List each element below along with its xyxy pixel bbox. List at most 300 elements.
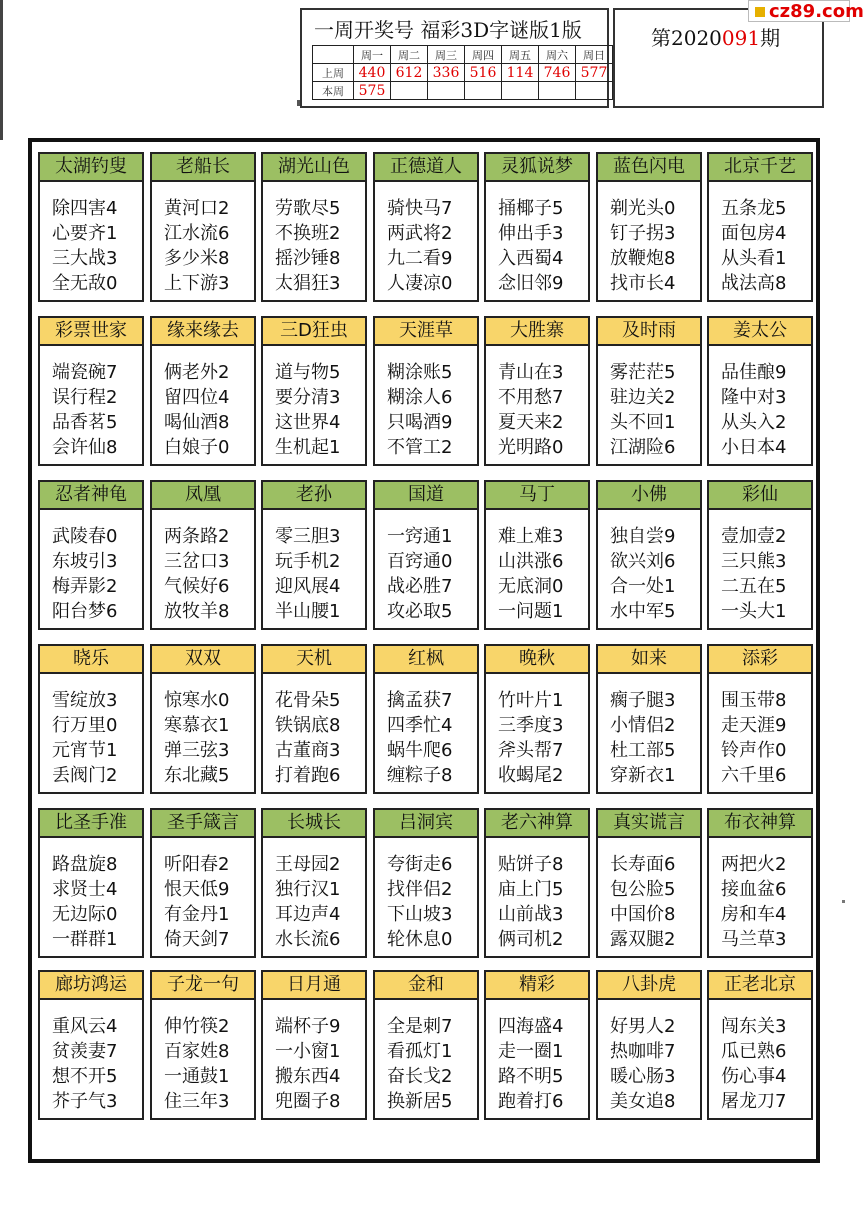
card-author-name: 子龙一句 (150, 970, 256, 1000)
riddle-line: 换新居5 (387, 1091, 453, 1112)
riddle-line: 找市长4 (610, 273, 676, 294)
riddle-line: 古董商3 (275, 740, 341, 761)
riddle-line: 三大战3 (52, 248, 118, 269)
site-logo[interactable] (748, 0, 864, 22)
riddle-card (373, 808, 479, 958)
card-author-name: 精彩 (484, 970, 590, 1000)
riddle-card (261, 970, 367, 1120)
riddle-line: 江水流6 (164, 223, 230, 244)
riddle-line: 长寿面6 (610, 854, 676, 875)
riddle-lines (721, 1014, 786, 1114)
riddle-card (373, 480, 479, 630)
riddle-line: 误行程2 (52, 387, 118, 408)
riddle-line: 一小窗1 (275, 1041, 341, 1062)
issue-prefix: 第2020 (651, 26, 722, 50)
riddle-card (38, 480, 144, 630)
riddle-line: 捅椰子5 (498, 198, 564, 219)
card-author-name: 晚秋 (484, 644, 590, 674)
issue-panel (613, 8, 824, 108)
riddle-card (261, 480, 367, 630)
riddle-card (150, 644, 256, 794)
card-author-name: 正老北京 (707, 970, 813, 1000)
issue-suffix: 期 (760, 26, 781, 50)
riddle-line: 围玉带8 (721, 690, 787, 711)
riddle-line: 太猖狂3 (275, 273, 341, 294)
card-author-name: 马丁 (484, 480, 590, 510)
riddle-lines (164, 196, 229, 296)
riddle-line: 一窍通1 (387, 526, 453, 547)
riddle-card (596, 808, 702, 958)
riddle-line: 难上难3 (498, 526, 564, 547)
riddle-line: 不换班2 (275, 223, 341, 244)
riddle-line: 光明路0 (498, 437, 564, 458)
riddle-line: 半山腰1 (275, 601, 341, 622)
weekday-row (313, 46, 613, 64)
card-author-name: 彩票世家 (38, 316, 144, 346)
riddle-line: 一通鼓1 (164, 1066, 230, 1087)
riddle-card (261, 808, 367, 958)
draw-number: 516 (465, 64, 502, 82)
riddle-lines (275, 360, 340, 460)
riddle-lines (164, 360, 229, 460)
riddle-line: 生机起1 (275, 437, 341, 458)
riddle-card (150, 316, 256, 466)
riddle-line: 三季度3 (498, 715, 564, 736)
riddle-lines (275, 524, 340, 624)
draw-number (539, 82, 576, 100)
riddle-line: 丢阀门2 (52, 765, 118, 786)
riddle-line: 劳歌尽5 (275, 198, 341, 219)
riddle-line: 水中军5 (610, 601, 676, 622)
riddle-line: 花骨朵5 (275, 690, 341, 711)
riddle-line: 三只熊3 (721, 551, 787, 572)
draw-number: 114 (502, 64, 539, 82)
riddle-line: 骑快马7 (387, 198, 453, 219)
riddle-line: 一群群1 (52, 929, 118, 950)
card-author-name: 金和 (373, 970, 479, 1000)
riddle-line: 独自尝9 (610, 526, 676, 547)
riddle-line: 玩手机2 (275, 551, 341, 572)
riddle-line: 要分清3 (275, 387, 341, 408)
card-author-name: 及时雨 (596, 316, 702, 346)
riddle-line: 东北藏5 (164, 765, 230, 786)
draw-number (391, 82, 428, 100)
riddle-line: 全无敌0 (52, 273, 118, 294)
card-author-name: 添彩 (707, 644, 813, 674)
riddle-line: 走天涯9 (721, 715, 787, 736)
draw-number (502, 82, 539, 100)
riddle-line: 惊寒水0 (164, 690, 230, 711)
card-author-name: 灵狐说梦 (484, 152, 590, 182)
card-author-name: 八卦虎 (596, 970, 702, 1000)
card-author-name: 大胜寨 (484, 316, 590, 346)
riddle-line: 两武将2 (387, 223, 453, 244)
card-author-name: 忍者神龟 (38, 480, 144, 510)
riddle-line: 雾茫茫5 (610, 362, 676, 383)
riddle-line: 放鞭炮8 (610, 248, 676, 269)
riddle-line: 一头大1 (721, 601, 787, 622)
riddle-line: 心要齐1 (52, 223, 118, 244)
riddle-line: 武陵春0 (52, 526, 118, 547)
riddle-line: 暖心肠3 (610, 1066, 676, 1087)
weekday-sun: 周日 (576, 46, 613, 64)
riddle-card (707, 480, 813, 630)
riddle-card (707, 316, 813, 466)
issue-digits: 091 (721, 26, 761, 50)
riddle-line: 百家姓8 (164, 1041, 230, 1062)
riddle-line: 白娘子0 (164, 437, 230, 458)
card-author-name: 吕洞宾 (373, 808, 479, 838)
riddle-lines (721, 360, 786, 460)
card-author-name: 晓乐 (38, 644, 144, 674)
card-author-name: 比圣手准 (38, 808, 144, 838)
riddle-line: 四季忙4 (387, 715, 453, 736)
riddle-card (150, 970, 256, 1120)
riddle-lines (52, 1014, 117, 1114)
riddle-line: 驻边关2 (610, 387, 676, 408)
riddle-lines (164, 1014, 229, 1114)
riddle-lines (387, 688, 452, 788)
riddle-line: 下山坡3 (387, 904, 453, 925)
riddle-lines (387, 852, 452, 952)
draw-number: 336 (428, 64, 465, 82)
card-author-name: 太湖钓叟 (38, 152, 144, 182)
riddle-line: 山前战3 (498, 904, 564, 925)
riddle-line: 从头入2 (721, 412, 787, 433)
card-author-name: 日月通 (261, 970, 367, 1000)
riddle-card (261, 316, 367, 466)
riddle-card (373, 152, 479, 302)
riddle-line: 行万里0 (52, 715, 118, 736)
card-author-name: 正德道人 (373, 152, 479, 182)
riddle-line: 走一圈1 (498, 1041, 564, 1062)
riddle-line: 包公脸5 (610, 879, 676, 900)
riddle-line: 阳台梦6 (52, 601, 118, 622)
riddle-line: 求贤士4 (52, 879, 118, 900)
riddle-line: 王母园2 (275, 854, 341, 875)
panel-title: 一周开奖号 福彩3D字谜版1版 (314, 18, 582, 42)
riddle-lines (498, 1014, 563, 1114)
riddle-lines (721, 688, 786, 788)
riddle-card (484, 644, 590, 794)
riddle-line: 钉子拐3 (610, 223, 676, 244)
riddle-line: 斧头帮7 (498, 740, 564, 761)
card-author-name: 小佛 (596, 480, 702, 510)
riddle-line: 这世界4 (275, 412, 341, 433)
card-author-name: 如来 (596, 644, 702, 674)
riddle-line: 轮休息0 (387, 929, 453, 950)
card-author-name: 彩仙 (707, 480, 813, 510)
riddle-card (150, 480, 256, 630)
riddle-lines (610, 524, 675, 624)
riddle-line: 寒慕衣1 (164, 715, 230, 736)
riddle-card (484, 152, 590, 302)
riddle-line: 百窍通0 (387, 551, 453, 572)
riddle-line: 竹叶片1 (498, 690, 564, 711)
riddle-line: 会许仙8 (52, 437, 118, 458)
card-author-name: 国道 (373, 480, 479, 510)
riddle-card (38, 970, 144, 1120)
card-author-name: 湖光山色 (261, 152, 367, 182)
card-author-name: 三D狂虫 (261, 316, 367, 346)
card-author-name: 老六神算 (484, 808, 590, 838)
riddle-line: 不用愁7 (498, 387, 564, 408)
riddle-line: 倚天剑7 (164, 929, 230, 950)
weekday-sat: 周六 (539, 46, 576, 64)
riddle-line: 水长流6 (275, 929, 341, 950)
riddle-line: 夸街走6 (387, 854, 453, 875)
riddle-line: 元宵节1 (52, 740, 118, 761)
riddle-line: 擒孟获7 (387, 690, 453, 711)
riddle-line: 壹加壹2 (721, 526, 787, 547)
riddle-line: 打着跑6 (275, 765, 341, 786)
weekly-draw-table (312, 45, 613, 100)
riddle-line: 品佳酿9 (721, 362, 787, 383)
riddle-lines (610, 360, 675, 460)
riddle-line: 接血盆6 (721, 879, 787, 900)
riddle-card (373, 644, 479, 794)
weekday-fri: 周五 (502, 46, 539, 64)
riddle-line: 上下游3 (164, 273, 230, 294)
riddle-line: 蜗牛爬6 (387, 740, 453, 761)
riddle-line: 马兰草3 (721, 929, 787, 950)
riddle-card (150, 152, 256, 302)
riddle-line: 兜圈子8 (275, 1091, 341, 1112)
riddle-card (38, 152, 144, 302)
riddle-lines (275, 196, 340, 296)
riddle-card (707, 644, 813, 794)
riddle-line: 伤心事4 (721, 1066, 787, 1087)
card-author-name: 长城长 (261, 808, 367, 838)
riddle-card (484, 808, 590, 958)
riddle-line: 庙上门5 (498, 879, 564, 900)
card-author-name: 真实谎言 (596, 808, 702, 838)
riddle-card (38, 808, 144, 958)
riddle-card (484, 970, 590, 1120)
riddle-line: 糊涂人6 (387, 387, 453, 408)
riddle-card (596, 316, 702, 466)
riddle-line: 东坡引3 (52, 551, 118, 572)
riddle-line: 伸出手3 (498, 223, 564, 244)
riddle-lines (164, 852, 229, 952)
draw-number (576, 82, 613, 100)
riddle-line: 从头看1 (721, 248, 787, 269)
riddle-line: 美女追8 (610, 1091, 676, 1112)
riddle-line: 只喝酒9 (387, 412, 453, 433)
riddle-line: 缠粽子8 (387, 765, 453, 786)
riddle-line: 耳边声4 (275, 904, 341, 925)
riddle-card (484, 316, 590, 466)
riddle-lines (164, 688, 229, 788)
riddle-line: 弹三弦3 (164, 740, 230, 761)
riddle-line: 念旧邻9 (498, 273, 564, 294)
draw-number: 440 (354, 64, 391, 82)
riddle-line: 零三胆3 (275, 526, 341, 547)
riddle-line: 江湖险6 (610, 437, 676, 458)
riddle-line: 路不明5 (498, 1066, 564, 1087)
riddle-line: 攻必取5 (387, 601, 453, 622)
riddle-line: 两条路2 (164, 526, 230, 547)
riddle-line: 九二看9 (387, 248, 453, 269)
riddle-card (150, 808, 256, 958)
card-author-name: 圣手箴言 (150, 808, 256, 838)
card-author-name: 红枫 (373, 644, 479, 674)
riddle-lines (387, 360, 452, 460)
riddle-lines (498, 524, 563, 624)
riddle-card (596, 480, 702, 630)
card-author-name: 老孙 (261, 480, 367, 510)
riddle-line: 剃光头0 (610, 198, 676, 219)
riddle-lines (498, 852, 563, 952)
riddle-lines (275, 688, 340, 788)
riddle-line: 路盘旋8 (52, 854, 118, 875)
riddle-line: 无底洞0 (498, 576, 564, 597)
riddle-lines (52, 852, 117, 952)
card-author-name: 缘来缘去 (150, 316, 256, 346)
card-author-name: 北京千艺 (707, 152, 813, 182)
last-week-row (313, 64, 613, 82)
riddle-line: 露双腿2 (610, 929, 676, 950)
riddle-line: 找伴侣2 (387, 879, 453, 900)
card-author-name: 蓝色闪电 (596, 152, 702, 182)
riddle-line: 收蝎尾2 (498, 765, 564, 786)
riddle-card (38, 644, 144, 794)
riddle-line: 梅弄影2 (52, 576, 118, 597)
riddle-lines (52, 360, 117, 460)
weekday-thu: 周四 (465, 46, 502, 64)
riddle-card (484, 480, 590, 630)
riddle-line: 战必胜7 (387, 576, 453, 597)
draw-number: 575 (354, 82, 391, 100)
draw-number: 577 (576, 64, 613, 82)
weekday-tue: 周二 (391, 46, 428, 64)
last-week-label: 上周 (313, 64, 354, 82)
riddle-lines (164, 524, 229, 624)
riddle-line: 不管工2 (387, 437, 453, 458)
riddle-line: 人凄凉0 (387, 273, 453, 294)
riddle-line: 贫羡妻7 (52, 1041, 118, 1062)
weekday-wed: 周三 (428, 46, 465, 64)
riddle-lines (387, 1014, 452, 1114)
riddle-card (261, 152, 367, 302)
riddle-line: 隆中对3 (721, 387, 787, 408)
riddle-line: 雪绽放3 (52, 690, 118, 711)
draw-number: 612 (391, 64, 428, 82)
riddle-lines (498, 360, 563, 460)
riddle-line: 摇沙锤8 (275, 248, 341, 269)
riddle-line: 五条龙5 (721, 198, 787, 219)
riddle-line: 跑着打6 (498, 1091, 564, 1112)
stray-mark (842, 900, 845, 903)
riddle-line: 奋长戈2 (387, 1066, 453, 1087)
riddle-lines (387, 524, 452, 624)
riddle-lines (610, 196, 675, 296)
riddle-line: 无边际0 (52, 904, 118, 925)
riddle-line: 面包房4 (721, 223, 787, 244)
riddle-line: 铃声作0 (721, 740, 787, 761)
card-author-name: 凤凰 (150, 480, 256, 510)
riddle-lines (275, 1014, 340, 1114)
riddle-line: 瓜已熟6 (721, 1041, 787, 1062)
issue-number (651, 22, 780, 51)
riddle-line: 两把火2 (721, 854, 787, 875)
card-author-name: 老船长 (150, 152, 256, 182)
riddle-card (596, 644, 702, 794)
riddle-card (373, 970, 479, 1120)
riddle-line: 想不开5 (52, 1066, 118, 1087)
riddle-line: 看孤灯1 (387, 1041, 453, 1062)
riddle-line: 重风云4 (52, 1016, 118, 1037)
riddle-line: 夏天来2 (498, 412, 564, 433)
card-author-name: 廊坊鸿运 (38, 970, 144, 1000)
riddle-lines (387, 196, 452, 296)
riddle-line: 四海盛4 (498, 1016, 564, 1037)
riddle-line: 气候好6 (164, 576, 230, 597)
this-week-label: 本周 (313, 82, 354, 100)
card-author-name: 姜太公 (707, 316, 813, 346)
riddle-line: 二五在5 (721, 576, 787, 597)
riddle-line: 搬东西4 (275, 1066, 341, 1087)
riddle-line: 芥子气3 (52, 1091, 118, 1112)
riddle-line: 伸竹筷2 (164, 1016, 230, 1037)
riddle-lines (52, 688, 117, 788)
riddle-lines (610, 688, 675, 788)
riddle-line: 贴饼子8 (498, 854, 564, 875)
riddle-line: 头不回1 (610, 412, 676, 433)
riddle-line: 全是刺7 (387, 1016, 453, 1037)
riddle-line: 喝仙酒8 (164, 412, 230, 433)
riddle-card (596, 970, 702, 1120)
riddle-line: 欲兴刘6 (610, 551, 676, 572)
riddle-line: 多少米8 (164, 248, 230, 269)
riddle-line: 道与物5 (275, 362, 341, 383)
riddle-line: 有金丹1 (164, 904, 230, 925)
riddle-line: 六千里6 (721, 765, 787, 786)
card-author-name: 布衣神算 (707, 808, 813, 838)
riddle-card (373, 316, 479, 466)
riddle-card (38, 316, 144, 466)
corner-cell (313, 46, 354, 64)
riddle-line: 糊涂账5 (387, 362, 453, 383)
riddle-card (261, 644, 367, 794)
riddle-line: 小情侣2 (610, 715, 676, 736)
riddle-lines (52, 196, 117, 296)
riddle-line: 留四位4 (164, 387, 230, 408)
riddle-line: 三岔口3 (164, 551, 230, 572)
riddle-lines (52, 524, 117, 624)
riddle-card (596, 152, 702, 302)
riddle-lines (721, 852, 786, 952)
riddle-line: 合一处1 (610, 576, 676, 597)
card-author-name: 天涯草 (373, 316, 479, 346)
riddle-line: 放牧羊8 (164, 601, 230, 622)
riddle-line: 迎风展4 (275, 576, 341, 597)
riddle-line: 端瓷碗7 (52, 362, 118, 383)
riddle-line: 俩司机2 (498, 929, 564, 950)
riddle-lines (275, 852, 340, 952)
riddle-line: 青山在3 (498, 362, 564, 383)
riddle-line: 小日本4 (721, 437, 787, 458)
riddle-lines (610, 852, 675, 952)
riddle-line: 热咖啡7 (610, 1041, 676, 1062)
riddle-lines (721, 196, 786, 296)
riddle-line: 闯东关3 (721, 1016, 787, 1037)
riddle-line: 屠龙刀7 (721, 1091, 787, 1112)
logo-text: cz89.com (769, 1, 864, 22)
riddle-line: 山洪涨6 (498, 551, 564, 572)
card-author-name: 天机 (261, 644, 367, 674)
riddle-line: 黄河口2 (164, 198, 230, 219)
